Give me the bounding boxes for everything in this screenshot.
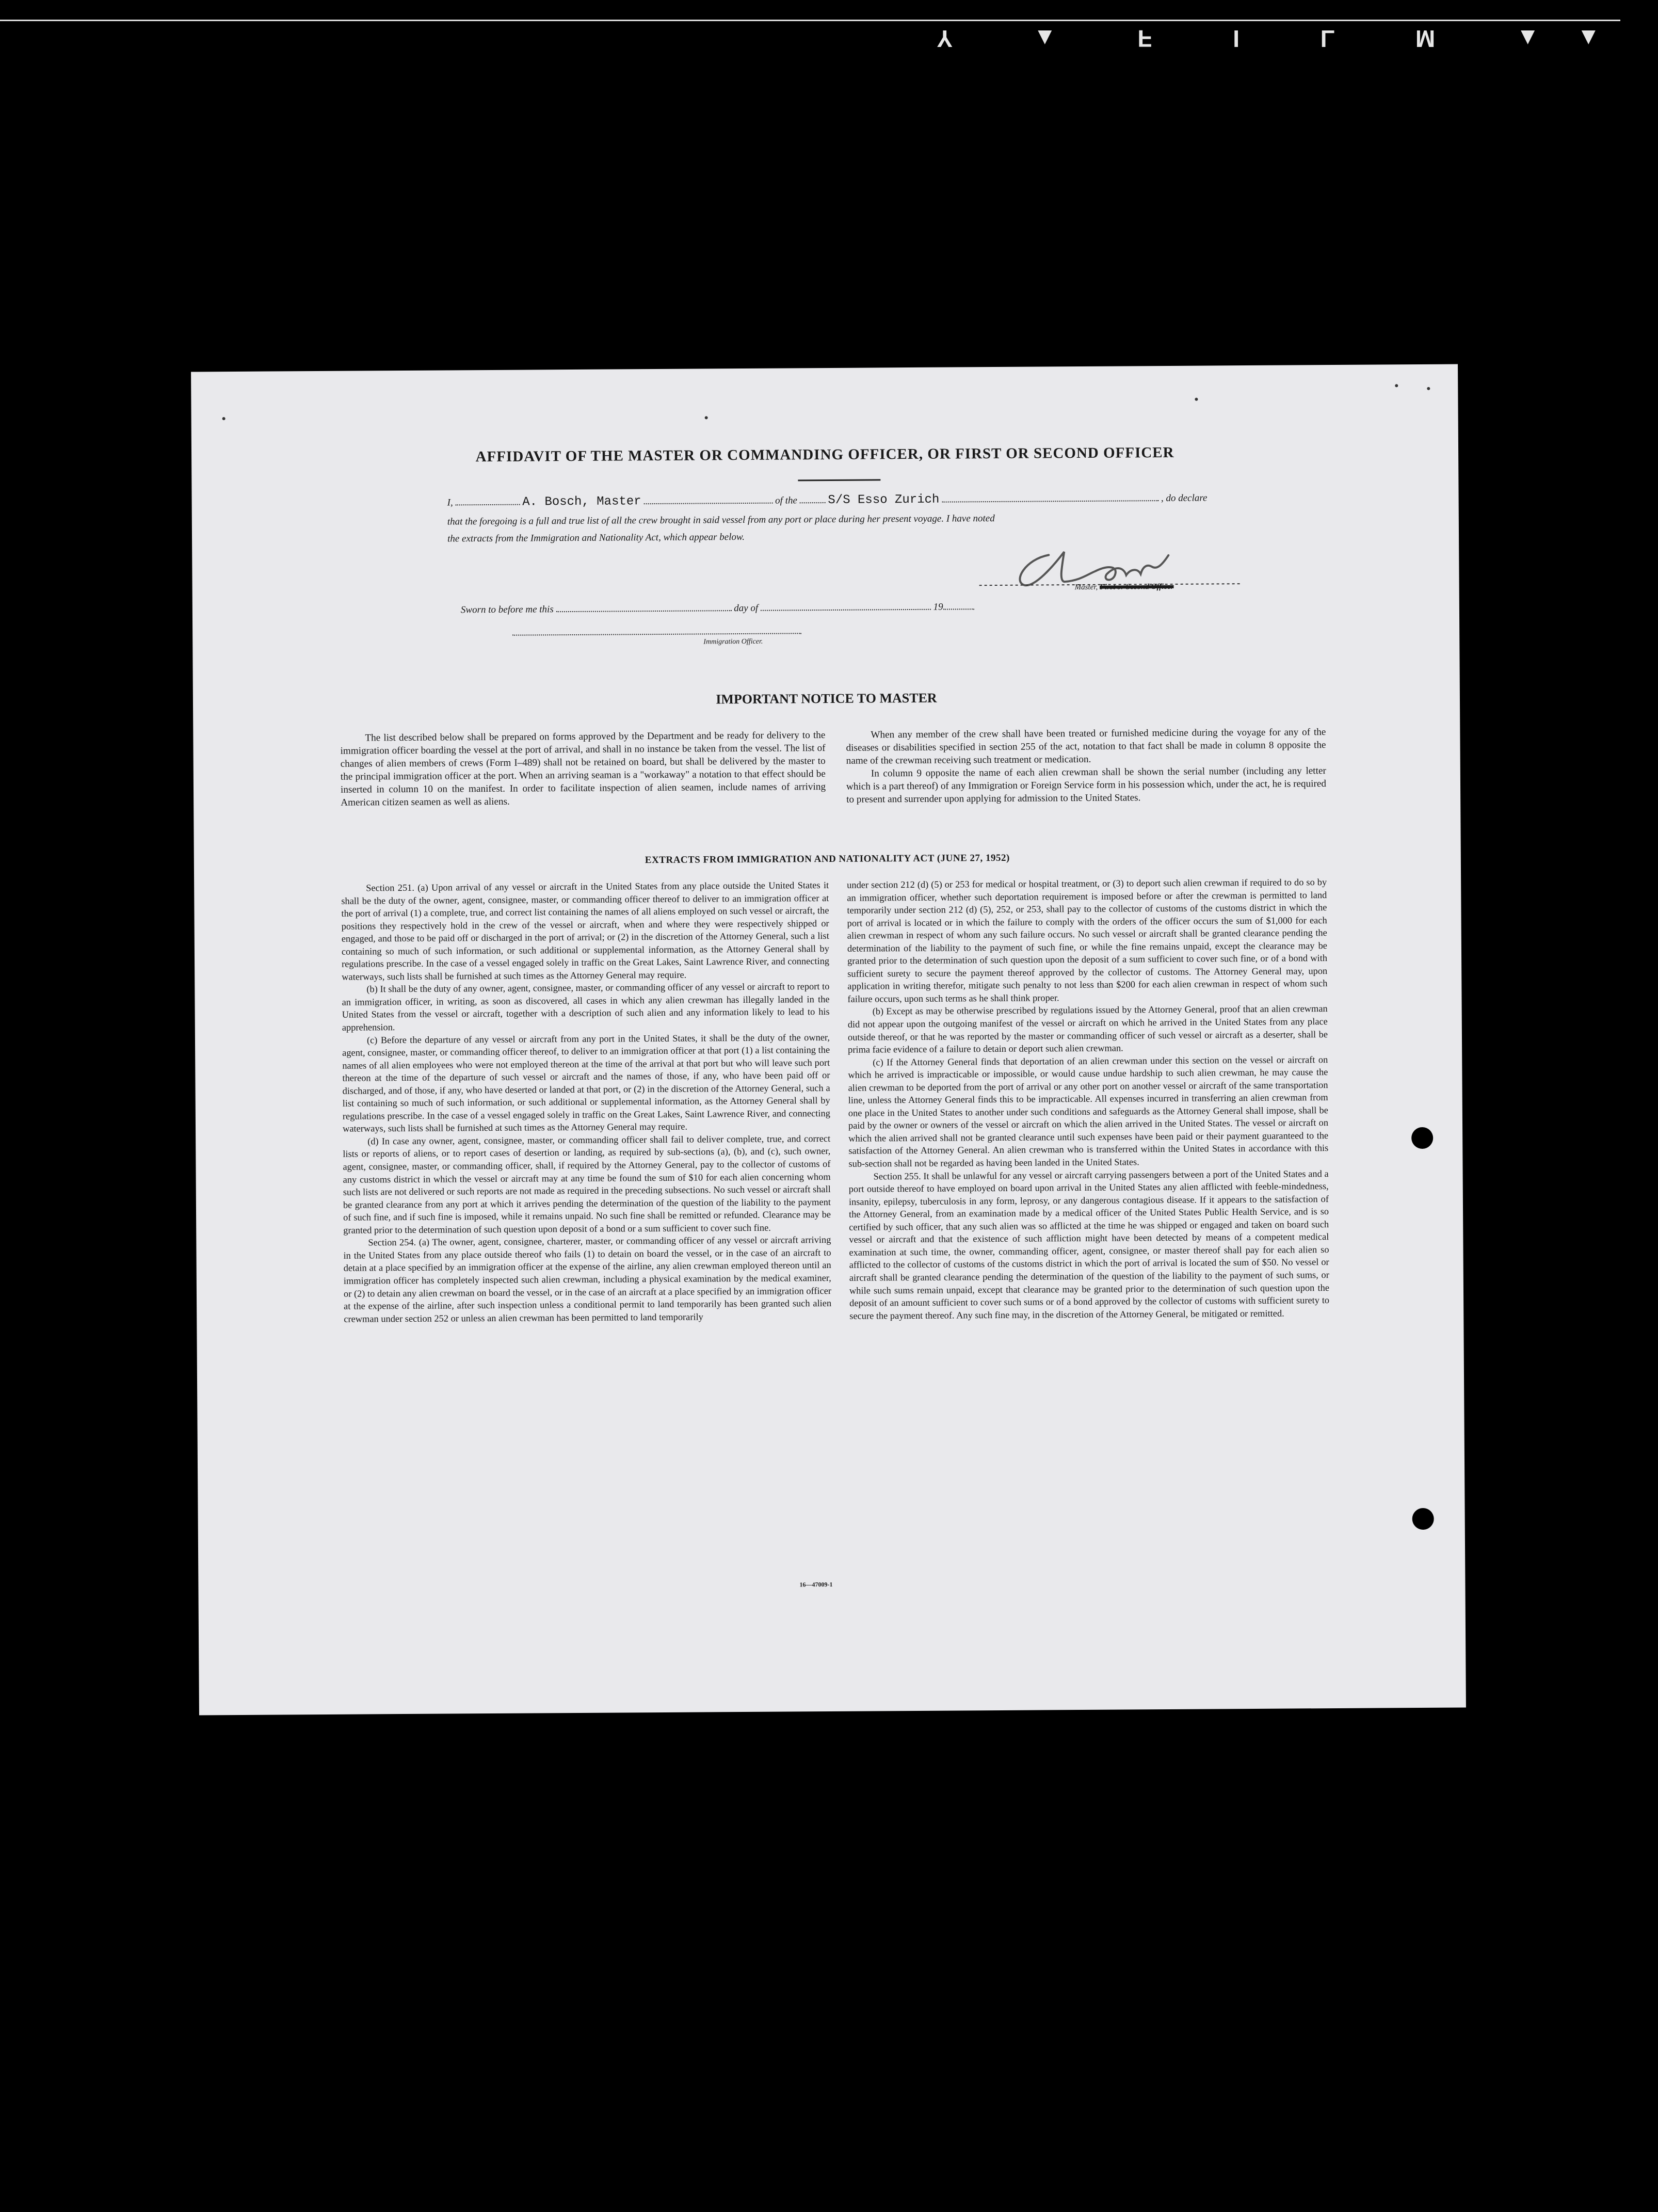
- statement-line-2: the extracts from the Immigration and Nationality Act, which appear below.: [447, 531, 745, 544]
- dust-speck: [1427, 387, 1430, 390]
- film-edge-strip: [0, 0, 1658, 52]
- title-rule: [798, 479, 880, 481]
- act-section-paragraph: Section 251. (a) Upon arrival of any vessel or aircraft in the United States from any place outside the United States it shall be the duty of the owner, agent, consignee, master, or commanding officer thereof to deliver to an immigration officer at the port of arrival (1) a complete, true, and correct list containing the names of all aliens employed on such vessel or aircraft, the positions they respectively hold in the crew of the vessel or aircraft, when and where they were respectively shipped or engaged, and those to be paid off or discharged in the port of arrival; or (2) in the discretion of the Attorney General, such a list containing so much of such information, or such additional or supplemental information, as the Attorney General shall by regulations prescribe. In the case of a vessel engaged solely in traffic on the Great Lakes, Saint Lawrence River, and connecting waterways, such lists shall be furnished at such times as the Attorney General may require.: [341, 879, 830, 982]
- struck-officer-label: First or Second Officer: [1099, 582, 1174, 591]
- act-section-paragraph: (b) It shall be the duty of any owner, agent, consignee, master, or commanding officer of any vessel or aircraft to report to an immigration officer, in writing, as soon as discovered, all cases in which any alien crewman has illegally landed in the United States from the vessel or aircraft, together with a description of such alien and any information likely to lead to his apprehension.: [342, 981, 830, 1033]
- notice-left-column: [340, 729, 826, 809]
- film-edge-line: [0, 20, 1620, 21]
- master-signature: [976, 543, 1245, 602]
- dust-speck: [222, 417, 226, 420]
- sworn-line: [461, 598, 974, 616]
- extracts-right-column: [847, 876, 1329, 1322]
- declaration-line: [447, 489, 1208, 509]
- notice-paragraph: The list described below shall be prepared on forms approved by the Department and be ready for delivery to the immigration officer boarding the vessel at the port of arrival, and shall in no instance be taken from the vessel. The list of changes of alien members of crews (Form I–489) shall not be retained on board, but shall be delivered by the master to the principal immigration officer at the port. When an arriving seaman is a "workaway" a notation to that effect should be inserted in column 10 on the manifest. In order to facilitate inspection of alien seamen, include names of arriving American citizen seamen as well as aliens.: [340, 730, 826, 808]
- sworn-label: Sworn to before me this: [460, 604, 554, 616]
- act-section-paragraph: Section 255. It shall be unlawful for any vessel or aircraft carrying passengers between a port of the United States and a port outside thereof to have employed on board upon arrival in the United States any alien afflicted with feeble-mindedness, insanity, epilepsy, tuberculosis in any form, leprosy, or any dangerous contagious disease. If it appears to the satisfaction of the Attorney General, from an examination made by a medical officer of the United States Public Health Service, and is so certified by such officer, that any such alien was so afflicted at the time he was shipped or engaged and taken on board such vessel or aircraft and that the existence of such affliction might have been detected by means of a competent medical examination at such time, the owner, commanding officer, agent, consignee, or master thereof shall pay for each alien so afflicted to the collector of customs of the customs district in which the port of arrival is located the sum of $50. No vessel or aircraft shall be granted clearance pending the determination of the question of the liability to the payment of such sums, or while such sums remain unpaid, except that clearance may be granted prior to the determination of such question upon the deposit of an amount sufficient to cover such sums or of a bond approved by the collector of customs with sufficient surety to secure the payment thereof. Any such fine may, in the discretion of the Attorney General, be mitigated or remitted.: [848, 1168, 1330, 1321]
- punch-hole: [1411, 1127, 1433, 1149]
- affidavit-title: AFFIDAVIT OF THE MASTER OR COMMANDING OFFICER, OR FIRST OR SECOND OFFICER: [475, 444, 1174, 466]
- vessel-name-field: S/S Esso Zurich: [828, 492, 940, 507]
- notice-paragraph: In column 9 opposite the name of each alien crewman shall be shown the serial number (including any letter which is a part thereof) of any Immigration or Foreign Service form in his possession which, under the act, he is required to present and surrender upon applying for admission to the United States.: [846, 765, 1327, 805]
- film-edge-marks: Y ▲ F I L M ▲▲: [937, 25, 1637, 52]
- immigration-officer-label: Immigration Officer.: [703, 637, 763, 646]
- notice-paragraph: When any member of the crew shall have been treated or furnished medicine during the voyage for any of the diseases or disabilities specified in section 255 of the act, notation to that fact shall be made in column 8 opposite the name of the crewman receiving such treatment or medication.: [846, 727, 1326, 766]
- signer-caption: Master, First or Second Officer: [1074, 582, 1174, 592]
- extracts-title: EXTRACTS FROM IMMIGRATION AND NATIONALITY ACT (JUNE 27, 1952): [645, 852, 1010, 866]
- act-section-paragraph: (c) If the Attorney General finds that deportation of an alien crewman under this section on the vessel or aircraft on which he arrived is impracticable or impossible, or would cause undue hardship to such alien crewman, he may cause the alien crewman to be deported from the port of arrival or any other port on another vessel or aircraft of the same transportation line, unless the Attorney General finds this to be impracticable. All expenses incurred in transferring an alien crewman from one place in the United States to another under such conditions and safeguards as the Attorney General shall impose, shall be paid by the owner or owners of the vessel or aircraft on which the alien arrived in the United States. The vessel or aircraft on which the alien arrived shall not be granted clearance until such expenses have been paid or their payment guaranteed to the satisfaction of the Attorney General. An alien crewman who is transferred within the United States in accordance with this sub-section shall not be regarded as having been landed in the United States.: [848, 1054, 1329, 1169]
- punch-hole: [1412, 1508, 1434, 1530]
- affidavit-document-page: [191, 364, 1466, 1716]
- dust-speck: [1395, 384, 1398, 387]
- year-label: 19: [933, 601, 943, 613]
- act-section-paragraph: (b) Except as may be otherwise prescribed by regulations issued by the Attorney General, proof that an alien crewman did not appear upon the outgoing manifest of the vessel or aircraft on which he arrived in the United States from any place outside thereof, or that he was reported by the master or commanding officer of such vessel or aircraft as a deserter, shall be prima facie evidence of a failure to detain or deport such alien crewman.: [847, 1003, 1328, 1055]
- notice-title: IMPORTANT NOTICE TO MASTER: [716, 690, 937, 707]
- act-section-paragraph: under section 212 (d) (5) or 253 for medical or hospital treatment, or (3) to deport such alien crewman if required to do so by an immigration officer, whether such deportation requirement is imposed before or after the crewman is permitted to land temporarily under section 212 (d) (5), 252, or 253, shall pay to the collector of customs of the customs district in which the port of arrival is located or in which the failure to comply with the orders of the officer occurs the sum of $1,000 for each alien crewman in respect of whom any such failure occurs. No such vessel or aircraft shall be granted clearance pending the determination of the liability to the payment of such fine, or while the fine remains unpaid, except the clearance may be granted prior to the determination of such question upon the deposit of a sum sufficient to cover such fine, or of a bond with sufficient surety to secure the payment thereof approved by the collector of customs. The Attorney General may, upon application in writing therefor, mitigate such penalty to not less than $200 for each alien crewman in respect of whom such failure occurs, upon such terms as he shall think proper.: [847, 877, 1328, 1004]
- do-declare-label: , do declare: [1161, 492, 1208, 504]
- extracts-left-column: [341, 879, 831, 1325]
- statement-line-1: that the foregoing is a full and true list of all the crew brought in said vessel from any port or place during her present voyage. I have noted: [447, 513, 995, 527]
- master-name-field: A. Bosch, Master: [522, 494, 641, 509]
- dust-speck: [705, 416, 708, 419]
- day-of-label: day of: [734, 602, 759, 614]
- officer-signature-line: [512, 622, 801, 638]
- act-section-paragraph: (c) Before the departure of any vessel or aircraft from any port in the United States, it shall be the duty of the owner, agent, consignee, master, or commanding officer thereof, to deliver to an immigration officer at that port (1) a list containing the names of all alien employees who were not employed thereon at the time of the arrival at that port but who will leave such port thereon at the time of the departure of such vessel or aircraft and the names of those, if any, who have been paid off or discharged, and of those, if any, who have deserted or landed at that port, or (2) in the discretion of the Attorney General, such a list containing so much of such information, or such additional or supplemental information, as the Attorney General shall by regulations prescribe. In the case of a vessel engaged solely in traffic on the Great Lakes, Saint Lawrence River, and connecting waterways, such lists shall be furnished at such times as the Attorney General may require.: [342, 1032, 830, 1134]
- i-label: I,: [447, 497, 453, 508]
- act-section-paragraph: (d) In case any owner, agent, consignee, master, or commanding officer shall fail to deliver complete, true, and correct lists or reports of aliens, or to report cases of desertion or landing, as required by sub-sections (a), (b), and (c), such owner, agent, consignee, master, or commanding officer, shall, if required by the Attorney General, pay to the collector of customs of any customs district in which the vessel or aircraft may at any time be found the sum of $10 for each alien concerning whom such lists are not delivered or such reports are not made as required in the preceding subsections. No such vessel or aircraft shall be granted clearance from any port at which it arrives pending the determination of the question of the liability to the payment of such fine, and if such fine is imposed, while it remains unpaid. No such fine shall be remitted or refunded. Clearance may be granted prior to the determination of such question upon deposit of a bond or a sum sufficient to cover such fine.: [343, 1133, 831, 1236]
- of-the-label: of the: [775, 495, 797, 506]
- act-section-paragraph: Section 254. (a) The owner, agent, consignee, charterer, master, or commanding officer of any vessel or aircraft arriving in the United States from any place outside thereof who fails (1) to detain on board the vessel, or in the case of an aircraft to detain at a place specified by an immigration officer at the expense of the airline, any alien crewman employed thereon until an immigration officer has completely inspected such alien crewman, including a physical examination by the medical examiner, or (2) to detain any alien crewman on board the vessel, or in the case of an aircraft at a place specified by an immigration officer at the expense of the airline, after such inspection unless a conditional permit to land temporarily has been granted such alien crewman under section 252 or unless an alien crewman has been permitted to land temporarily: [343, 1235, 832, 1324]
- form-number: 16—47009-1: [799, 1580, 833, 1589]
- dust-speck: [1195, 398, 1198, 401]
- notice-right-column: [846, 726, 1326, 806]
